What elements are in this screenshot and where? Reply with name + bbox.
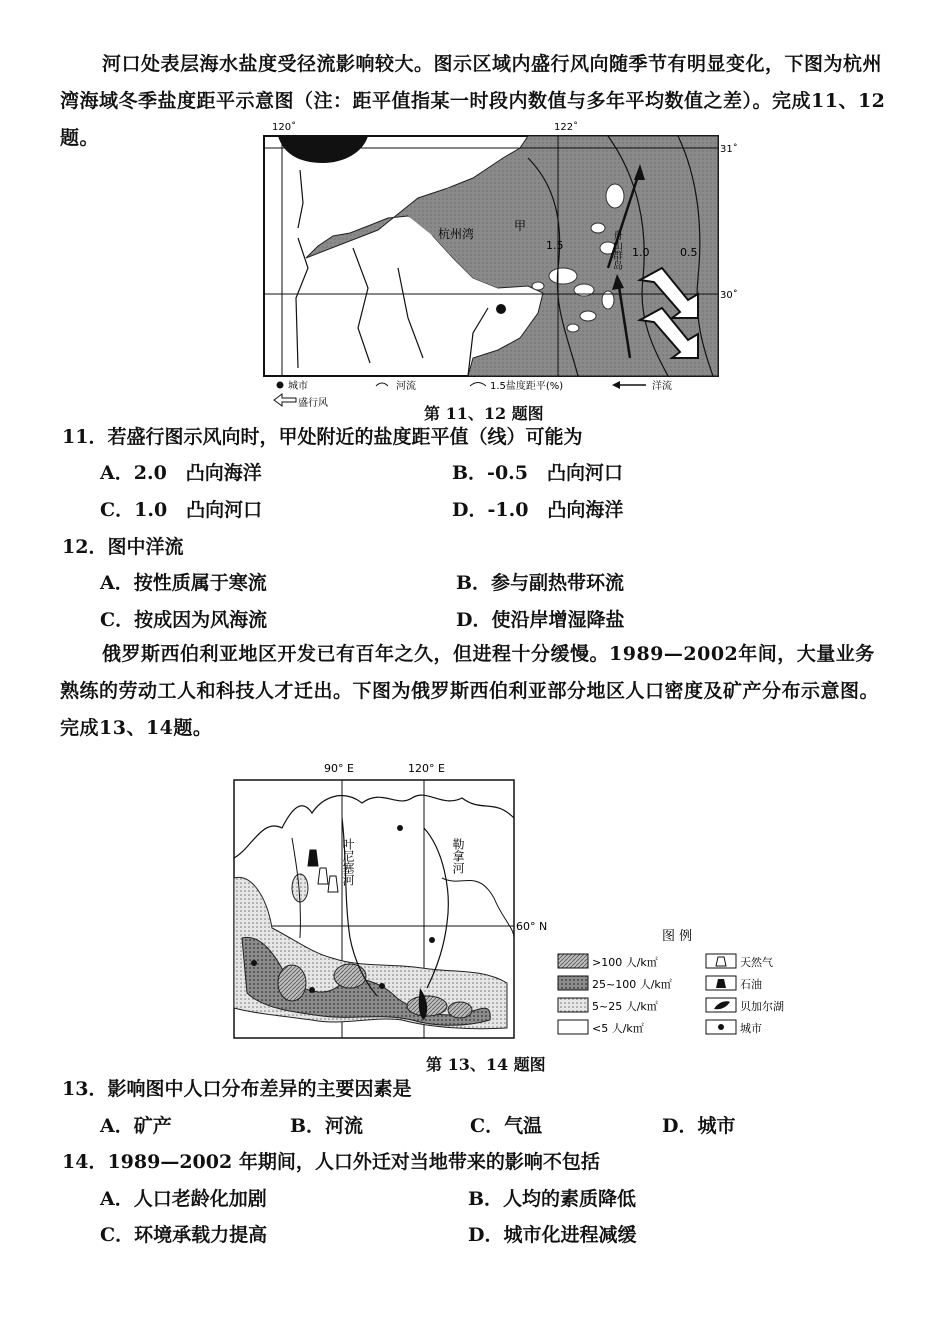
isoline-1-5-label: 1.5 <box>546 239 564 252</box>
legend-wind-symbol <box>274 394 296 406</box>
question-13-option-b[interactable]: B．河流 <box>290 1115 364 1137</box>
question-13-option-a[interactable]: A．矿产 <box>100 1115 172 1137</box>
island <box>567 324 579 332</box>
lon-120-label: 120° E <box>408 762 445 775</box>
island <box>580 311 596 321</box>
question-14-stem: 14．1989—2002 年期间，人口外迁对当地带来的影响不包括 <box>62 1151 600 1173</box>
legend-current-label: 洋流 <box>652 381 672 392</box>
question-11-stem: 11．若盛行图示风向时，甲处附近的盐度距平值（线）可能为 <box>62 426 583 448</box>
island <box>591 223 605 233</box>
question-14-option-a[interactable]: A．人口老龄化加剧 <box>100 1188 267 1210</box>
question-12-option-b[interactable]: B．参与副热带环流 <box>456 572 625 594</box>
legend-city-symbol <box>277 382 284 389</box>
legend-city-label: 城市 <box>288 381 308 392</box>
density-100-area <box>278 965 306 1001</box>
legend-d100-label: >100 人/k㎡ <box>592 956 658 969</box>
lon-120-label: 120˚ <box>272 122 297 133</box>
gas-symbol <box>318 868 328 884</box>
legend-current-arrowhead <box>612 381 620 389</box>
gas-symbol <box>328 876 338 892</box>
question-11-option-a[interactable]: A．2.0 凸向海洋 <box>100 462 262 484</box>
legend-city-symbol <box>718 1024 724 1030</box>
legend-dlt5-swatch <box>558 1020 588 1034</box>
question-13-option-c[interactable]: C．气温 <box>470 1115 543 1137</box>
question-12-stem: 12．图中洋流 <box>62 536 184 558</box>
question-13-stem: 13．影响图中人口分布差异的主要因素是 <box>62 1078 412 1100</box>
lat-60-label: 60° N <box>516 920 548 933</box>
question-12-option-d[interactable]: D．使沿岸增湿降盐 <box>456 609 625 631</box>
figure-2-caption: 第 13、14 题图 <box>426 1055 546 1074</box>
question-12-option-a[interactable]: A．按性质属于寒流 <box>100 572 267 594</box>
legend-baikal-label: 贝加尔湖 <box>740 1000 784 1013</box>
legend-d25-label: 25~100 人/k㎡ <box>592 978 672 991</box>
city-marker <box>379 983 385 989</box>
legend-title: 图 例 <box>662 929 693 944</box>
island <box>549 268 577 284</box>
oil-symbol <box>308 850 318 866</box>
intro-paragraph-1: 河口处表层海水盐度受径流影响较大。图示区域内盛行风向随季节有明显变化，下图为杭州湾海域冬季盐度距平示意图（注：距平值指某一时段内数值与多年平均数值之差）。完成11、12题。 <box>60 53 886 149</box>
question-11-option-d[interactable]: D．-1.0 凸向海洋 <box>452 499 624 521</box>
legend-gas-label: 天然气 <box>740 956 773 969</box>
question-11-option-c[interactable]: C．1.0 凸向河口 <box>100 499 263 521</box>
question-11-option-b[interactable]: B．-0.5 凸向河口 <box>452 462 624 484</box>
legend-river-label: 河流 <box>396 381 416 392</box>
legend-d5-swatch <box>558 998 588 1012</box>
legend-oil-label: 石油 <box>740 978 762 991</box>
siberia-map-svg <box>232 758 802 1048</box>
city-marker <box>309 987 315 993</box>
city-marker <box>496 304 506 314</box>
legend-river-symbol <box>376 383 388 386</box>
isoline-0-5-label: 0.5 <box>680 246 698 259</box>
yenisei-label: 叶尼塞河 <box>341 838 355 886</box>
figure-1-caption: 第 11、12 题图 <box>424 404 544 423</box>
island <box>532 282 544 290</box>
legend-gas-symbol <box>716 957 726 966</box>
legend-dlt5-label: <5 人/k㎡ <box>592 1022 644 1035</box>
legend-d5-label: 5~25 人/k㎡ <box>592 1000 658 1013</box>
island <box>606 184 624 208</box>
lon-90-label: 90° E <box>324 762 354 775</box>
question-14-option-c[interactable]: C．环境承载力提高 <box>100 1224 268 1246</box>
legend-d25-swatch <box>558 976 588 990</box>
question-12-option-c[interactable]: C．按成因为风海流 <box>100 609 268 631</box>
density-100-area <box>448 1002 472 1018</box>
density-100-area <box>334 964 366 988</box>
question-14-option-b[interactable]: B．人均的素质降低 <box>468 1188 637 1210</box>
hangzhou-bay-map-svg <box>258 118 738 418</box>
isoline-1-0-label: 1.0 <box>632 246 650 259</box>
question-13-option-d[interactable]: D．城市 <box>662 1115 736 1137</box>
question-14-option-d[interactable]: D．城市化进程减缓 <box>468 1224 637 1246</box>
bay-label: 杭州湾 <box>438 227 475 241</box>
legend-isoline-symbol <box>470 383 486 387</box>
lena-label: 勒拿河 <box>451 838 465 874</box>
city-marker <box>397 825 403 831</box>
city-marker <box>429 937 435 943</box>
legend-wind-label: 盛行风 <box>298 398 328 409</box>
lon-122-label: 122˚ <box>554 122 579 133</box>
legend-isoline-label: 1.5盐度距平(%) <box>490 381 564 392</box>
legend-d100-swatch <box>558 954 588 968</box>
siberia-map <box>232 758 802 1048</box>
lat-30-label: 30˚ <box>720 290 738 301</box>
hangzhou-bay-map <box>258 118 738 418</box>
point-jia-label: 甲 <box>514 219 527 233</box>
legend-city-label: 城市 <box>740 1022 762 1035</box>
islands-label: 舟山群岛 <box>610 230 622 270</box>
lat-31-label: 31˚ <box>720 144 738 155</box>
intro-paragraph-2: 俄罗斯西伯利亚地区开发已有百年之久，但进程十分缓慢。1989—2002年间，大量业务熟练的劳动工人和科技人才迁出。下图为俄罗斯西伯利亚部分地区人口密度及矿产分布示意图。完成13、14题。 <box>60 643 880 739</box>
city-marker <box>251 960 257 966</box>
